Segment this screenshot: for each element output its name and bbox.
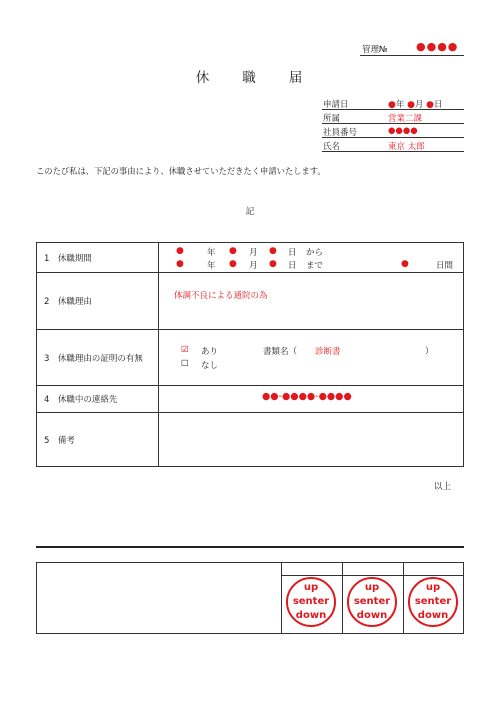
application-date-label: 申請日 (323, 100, 349, 110)
employee-number-value[interactable]: ●●●● (388, 126, 418, 136)
stamp-line-down: down (417, 610, 449, 621)
approval-header-2 (343, 563, 403, 576)
seal-stamp-3[interactable] (408, 577, 458, 627)
management-number-value[interactable]: ●●●● (416, 40, 459, 53)
to-suffix: まで (306, 261, 324, 271)
to-year-dot: ● (176, 259, 184, 269)
management-number-label: 管理№ (362, 45, 388, 55)
from-year-label: 年 (207, 248, 216, 258)
contact-value-cell[interactable] (159, 386, 464, 413)
remarks-label: 5 備考 (37, 413, 159, 467)
reason-value: 体調不良による通院の為 (174, 291, 268, 301)
proof-value-cell (159, 330, 464, 386)
employee-number-row (322, 124, 464, 138)
table-row-proof (37, 330, 464, 386)
approval-header-3 (404, 563, 464, 576)
table-row-reason (37, 273, 464, 330)
from-day-label: 日 (288, 248, 297, 258)
contact-label: 4 休職中の連絡先 (37, 386, 159, 413)
intro-text: このたび私は、下記の事由により、休職させていただきたく申請いたします。 (36, 166, 326, 176)
checkbox-no[interactable]: ☐ (181, 359, 189, 369)
stamp-line-up: up (303, 582, 319, 593)
from-year-dot: ● (176, 246, 184, 256)
days-label: 日間 (436, 261, 454, 271)
seal-stamp-2[interactable] (347, 577, 397, 627)
approval-column-1 (281, 563, 342, 633)
leave-details-table (36, 242, 464, 467)
period-label: 1 休職期間 (37, 243, 159, 273)
table-row-remarks (37, 413, 464, 467)
approval-column-3 (403, 563, 464, 633)
approval-header-1 (282, 563, 342, 576)
contact-value: ●●-●●●●-●●●● (262, 391, 352, 402)
document-name-close: ） (425, 347, 434, 357)
department-value[interactable]: 営業二課 (388, 114, 423, 124)
closing-text: 以上 (434, 482, 452, 492)
application-date-value[interactable]: ●年 ●月 ●日 (388, 100, 443, 110)
employee-number-label: 社員番号 (323, 128, 358, 138)
checkbox-yes[interactable]: ☑ (181, 345, 189, 355)
reason-label: 2 休職理由 (37, 273, 159, 330)
from-day-dot: ● (269, 246, 277, 256)
reason-value-cell[interactable] (159, 273, 464, 330)
applicant-info (322, 96, 464, 152)
name-label: 氏名 (323, 142, 341, 152)
name-row (322, 138, 464, 152)
page-title: 休 職 届 (195, 70, 305, 86)
ki-heading: 記 (245, 207, 255, 217)
management-number (360, 41, 464, 56)
approval-column-2 (342, 563, 403, 633)
from-suffix: から (306, 248, 324, 258)
period-value[interactable] (159, 243, 464, 273)
stamp-line-up: up (364, 582, 380, 593)
proof-label: 3 休職理由の証明の有無 (37, 330, 159, 386)
to-month-dot: ● (229, 259, 237, 269)
document-name-value[interactable]: 診断書 (315, 347, 341, 357)
to-day-dot: ● (269, 259, 277, 269)
stamp-line-senter: senter (292, 596, 330, 607)
to-day-label: 日 (288, 261, 297, 271)
days-dot: ● (401, 259, 409, 269)
checkbox-no-label: なし (201, 361, 219, 371)
stamp-line-down: down (295, 610, 327, 621)
seal-stamp-1[interactable] (286, 577, 336, 627)
to-year-label: 年 (207, 261, 216, 271)
from-month-dot: ● (229, 246, 237, 256)
from-month-label: 月 (249, 248, 258, 258)
divider (36, 546, 464, 548)
stamp-line-down: down (356, 610, 388, 621)
stamp-line-senter: senter (414, 596, 452, 607)
to-month-label: 月 (249, 261, 258, 271)
stamp-line-up: up (425, 582, 441, 593)
remarks-value-cell[interactable] (159, 413, 464, 467)
department-row (322, 110, 464, 124)
checkbox-yes-label: あり (201, 347, 219, 357)
approval-box (36, 562, 464, 634)
stamp-line-senter: senter (353, 596, 391, 607)
document-name-label: 書類名（ (263, 347, 298, 357)
table-row-contact (37, 386, 464, 413)
table-row-period (37, 243, 464, 273)
application-date-row (322, 96, 464, 110)
department-label: 所属 (323, 114, 341, 124)
name-value[interactable]: 東京 太郎 (388, 142, 425, 152)
